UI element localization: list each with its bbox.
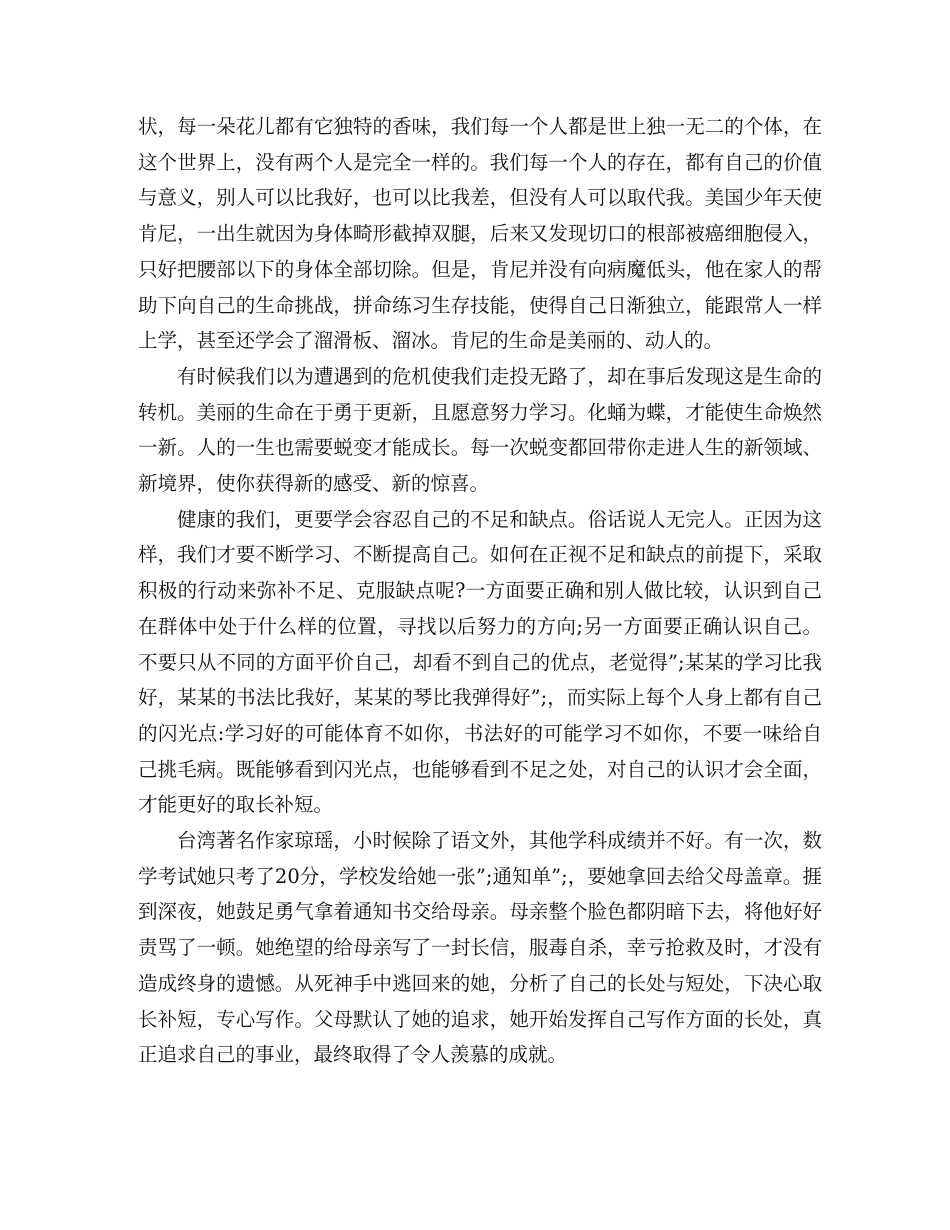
document-page <box>138 109 822 1073</box>
paragraph-accept-shortcomings: 健康的我们，更要学会容忍自己的不足和缺点。俗话说人无完人。正因为这样，我们才要不断学习、不断提高自己。如何在正视不足和缺点的前提下，采取积极的行动来弥补不足、克服缺点呢?一方面要正确和别人做比较，认识到自己在群体中处于什么样的位置，寻找以后努力的方向;另一方面要正确认识自己。不要只从不同的方面平价自己，却看不到自己的优点，老觉得”;某某的学习比我好，某某的书法比我好，某某的琴比我弹得好”;，而实际上每个人身上都有自己的闪光点:学习好的可能体育不如你，书法好的可能学习不如你，不要一味给自己挑毛病。既能够看到闪光点，也能够看到不足之处，对自己的认识才会全面，才能更好的取长补短。 <box>138 507 822 817</box>
paragraph-continuation: 状，每一朵花儿都有它独特的香味，我们每一个人都是世上独一无二的个体，在这个世界上，没有两个人是完全一样的。我们每一个人的存在，都有自己的价值与意义，别人可以比我好，也可以比我差，但没有人可以取代我。美国少年天使肯尼，一出生就因为身体畸形截掉双腿，后来又发现切口的根部被癌细胞侵入，只好把腰部以下的身体全部切除。但是，肯尼并没有向病魔低头，他在家人的帮助下向自己的生命挑战，拼命练习生存技能，使得自己日渐独立，能跟常人一样上学，甚至还学会了溜滑板、溜冰。肯尼的生命是美丽的、动人的。 <box>138 115 822 353</box>
paragraph-crisis-turning-point: 有时候我们以为遭遇到的危机使我们走投无路了，却在事后发现这是生命的转机。美丽的生命在于勇于更新，且愿意努力学习。化蛹为蝶，才能使生命焕然一新。人的一生也需要蜕变才能成长。每一次蜕变都回带你走进人生的新领域、新境界，使你获得新的感受、新的惊喜。 <box>138 364 822 496</box>
paragraph-qiongyao-story: 台湾著名作家琼瑶，小时候除了语文外，其他学科成绩并不好。有一次，数学考试她只考了20分，学校发给她一张”;通知单”;，要她拿回去给父母盖章。捱到深夜，她鼓足勇气拿着通知书交给母亲。母亲整个脸色都阴暗下去，将他好好责骂了一顿。她绝望的给母亲写了一封长信，服毒自杀，幸亏抢救及时，才没有造成终身的遗憾。从死神手中逃回来的她，分析了自己的长处与短处，下决心取长补短，专心写作。父母默认了她的追求，她开始发挥自己写作方面的长处，真正追求自己的事业，最终取得了令人羡慕的成就。 <box>138 829 822 1067</box>
